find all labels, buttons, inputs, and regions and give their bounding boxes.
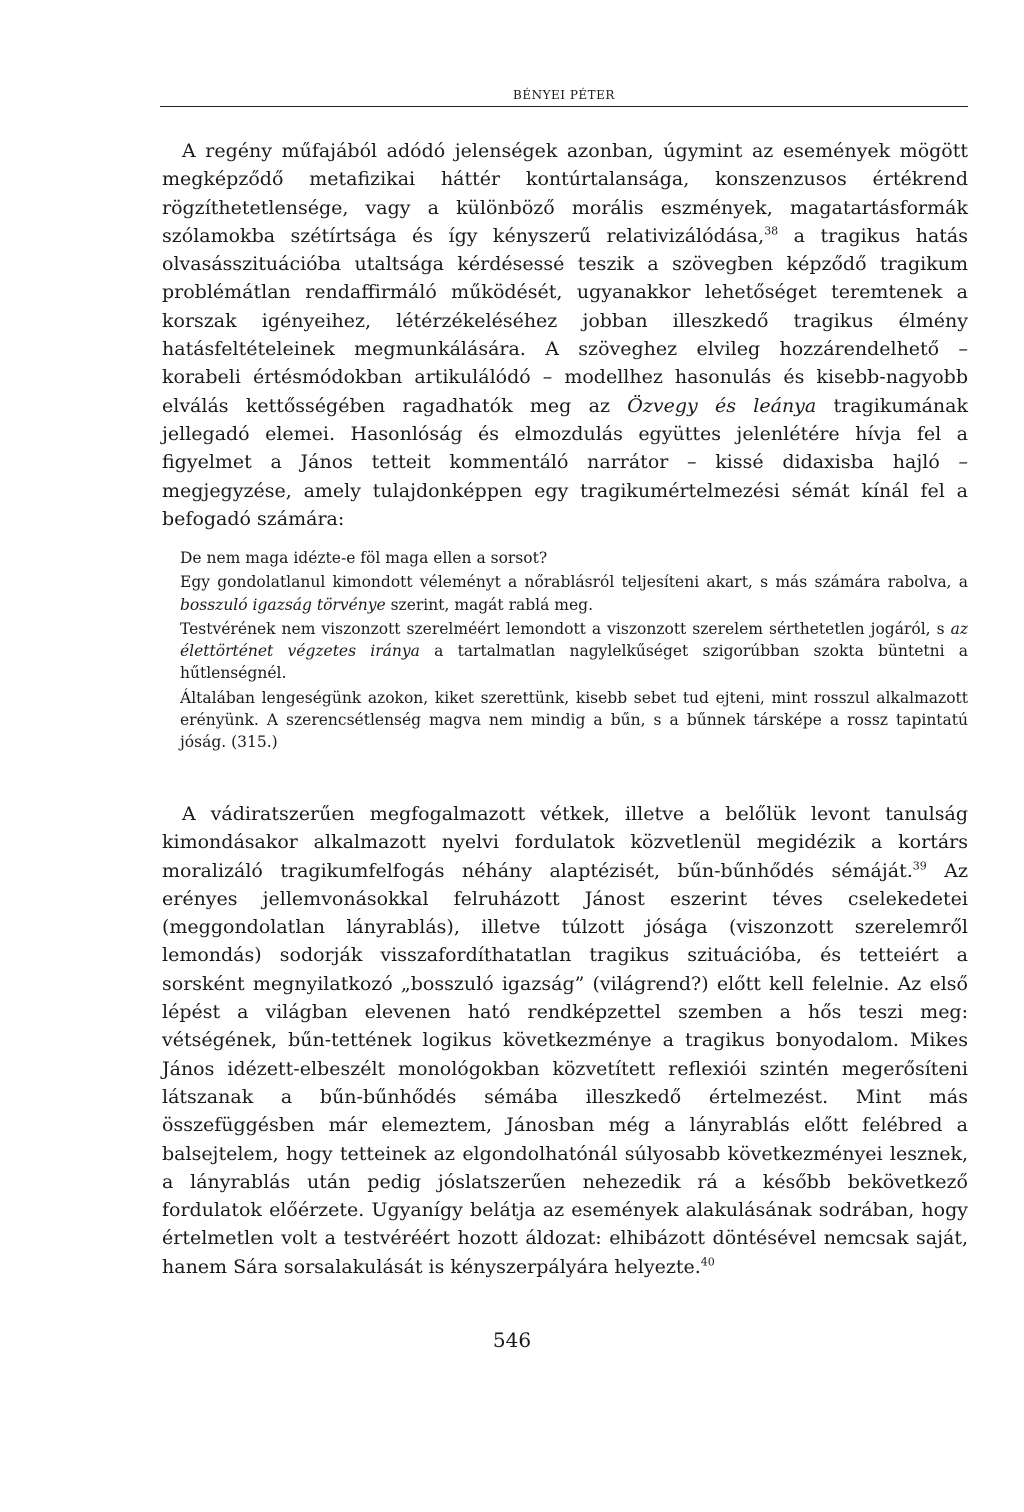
footnote-ref-38: 38 (764, 224, 779, 238)
quote-line-3-b: a tartalmatlan nagylelkűséget szigorúbban szokta büntetni a hűtlenségnél. (180, 642, 968, 683)
paragraph-2-text-b: Az erényes jellemvonásokkal felruházott Jánost eszerint téves cselekedetei (meggondolatlan lányrablás), illetve túlzott jósága (viszonzott szerelemről lemondás) sodorják visszafordíthatatlan tragikus szituációba, és tetteiért a sorsként megnyilatkozó „bosszuló igazság” (világrend?) előtt kell felelnie. Az első lépést a világban elevenen ható rendképzettel szemben a hős teszi meg: vétségének, bűn-tettének logikus következménye a tragikus bonyodalom. Mikes János idézett-elbeszélt monológokban közvetített reflexiói szintén megerősíteni látszanak a bűn-bűnhődés sémába illeszkedő értelmezést. Mint más összefüggésben már elemeztem, Jánosban még a lányrablás előtt felébred a balsejtelem, hogy tetteinek az elgondolhatónál súlyosabb következményei lesznek, a lányrablás után pedig jóslatszerűen nehezedik rá a később bekövetkező fordulatok előérzete. Ugyanígy belátja az események alakulásának sodrában, hogy értelmetlen volt a testvéréért hozott áldozat: elhibázott döntésével nemcsak saját, hanem Sára sorsalakulását is kényszerpályára helyezte. (162, 859, 968, 1278)
paragraph-1 (162, 137, 968, 533)
quote-line-2-a: Egy gondolatlanul kimondott véleményt a nőrablásról teljesíteni akart, s más számára rabolva, a (180, 573, 968, 592)
page-number: 546 (492, 1328, 532, 1352)
paragraph-1-text-c: tragikumának jellegadó elemei. Hasonlóság és elmozdulás együttes jelenlétére hívja fel a figyelmet a János tetteit kommentáló narrátor – kissé didaxisba hajló – megjegyzése, amely tulajdonképpen egy tragikumértelmezési sémát kínál fel a befogadó számára: (162, 394, 968, 530)
paragraph-1-text-a: A regény műfajából adódó jelenségek azonban, úgymint az események mögött megképződő metafizikai háttér kontúrtalansága, konszenzusos értékrend rögzíthetetlensége, vagy a különböző morális eszmények, magatartásformák szólamokba szétírtsága és így kényszerű relativizálódása, (162, 140, 968, 247)
work-title-ozvegy-es-leanya: Özvegy és leánya (627, 394, 817, 417)
quote-line-3-italic: az élettörténet végzetes iránya (180, 619, 968, 661)
paragraph-2-text-a: A vádiratszerűen megfogalmazott vétkek, illetve a belőlük levont tanulság kimondásakor alkalmazott nyelvi fordulatok közvetlenül megidézik a kortárs moralizáló tragikumfelfogás néhány alaptézisét, bűn-bűnhődés sémáját. (162, 803, 968, 882)
quote-line-2-italic: bosszuló igazság törvénye (180, 595, 386, 614)
paragraph-1-text-b: a tragikus hatás olvasásszituációba utaltsága kérdésessé teszik a szövegben képződő tragikum problémátlan rendaffirmáló működését, ugyanakkor lehetőséget teremtenek a korszak igényeihez, létérzékeléséhez jobban illeszkedő tragikus élmény hatásfeltételeinek megmunkálására. A szöveghez elvileg hozzárendelhető – korabeli értésmódokban artikulálódó – modellhez hasonulás és kisebb-nagyobb elválás kettősségében ragadhatók meg az (162, 224, 969, 417)
footnote-ref-39: 39 (912, 859, 927, 873)
block-quote (180, 547, 968, 756)
quote-line-3-a: Testvérének nem viszonzott szerelméért lemondott a viszonzott szerelem sérthetetlen jogáról, s (180, 619, 951, 638)
quote-line-2 (180, 571, 968, 616)
paragraph-2 (162, 800, 968, 1281)
quote-line-4: Általában lengeségünk azokon, kiket szerettünk, kisebb sebet tud ejteni, mint rosszul alkalmazott erényünk. A szerencsétlenség magva nem mindig a bűn, s a bűnnek társképe a rossz tapintatú jóság. (315.) (180, 688, 968, 752)
quote-line-3 (180, 618, 968, 685)
quote-line-2-b: szerint, magát rablá meg. (385, 595, 593, 614)
running-title: BÉNYEI PÉTER (513, 88, 615, 102)
quote-line-1: De nem maga idézte-e föl maga ellen a sorsot? (180, 549, 548, 567)
running-header (160, 88, 968, 107)
footnote-ref-40: 40 (700, 1255, 715, 1269)
